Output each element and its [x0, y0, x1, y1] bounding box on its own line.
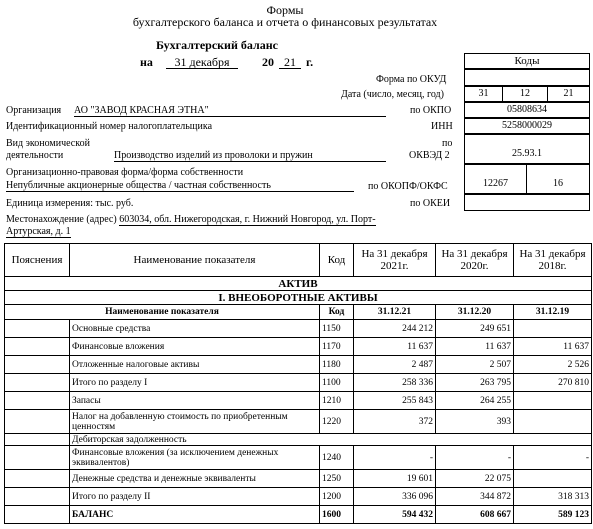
row-value-2019	[514, 410, 592, 434]
location-value-2: Артурская, д. 1	[6, 226, 71, 237]
row-value-2019: 318 313	[514, 488, 592, 506]
date-day-code: 31	[464, 86, 503, 102]
org-label: Организация	[6, 105, 62, 116]
date-year-code: 21	[547, 86, 590, 102]
sub-header-2021: 31.12.21	[354, 305, 436, 320]
table-row	[5, 392, 592, 410]
date-day-month: 31 декабря	[166, 55, 238, 69]
balance-title: Бухгалтерский баланс	[156, 38, 278, 52]
row-value-2021: 244 212	[354, 320, 436, 338]
row-label: Дебиторская задолженность	[70, 434, 592, 446]
date-year-prefix: 20	[262, 55, 274, 69]
section-noncurrent: I. ВНЕОБОРОТНЫЕ АКТИВЫ	[5, 291, 592, 305]
row-label: Итого по разделу II	[70, 488, 320, 506]
location-label: Местонахождение (адрес) 603034, обл. Нижегородская, г. Нижний Новгород, ул. Порт-	[6, 214, 376, 225]
row-value-2020: 11 637	[436, 338, 514, 356]
org-value: АО "ЗАВОД КРАСНАЯ ЭТНА"	[74, 105, 386, 117]
sub-header-code: Код	[320, 305, 354, 320]
table-row	[5, 338, 592, 356]
inn-value: 5258000029	[464, 118, 590, 134]
activity-value: Производство изделий из проволоки и пружин	[114, 150, 386, 162]
location-value-1: 603034, обл. Нижегородская, г. Нижний Новгород, ул. Порт-	[119, 214, 376, 225]
row-label: Основные средства	[70, 320, 320, 338]
row-code: 1170	[320, 338, 354, 356]
okopf-label: по ОКОПФ/ОКФС	[368, 181, 448, 192]
date-year-g: г.	[306, 55, 314, 69]
okved-value: 25.93.1	[464, 134, 590, 164]
sub-header-2020: 31.12.20	[436, 305, 514, 320]
row-value-2021: 594 432	[354, 506, 436, 524]
col-header-indicator: Наименование показателя	[70, 244, 320, 277]
row-label: Денежные средства и денежные эквиваленты	[70, 470, 320, 488]
section-noncurrent-row	[5, 291, 592, 305]
row-code: 1210	[320, 392, 354, 410]
okpo-value: 05808634	[464, 102, 590, 118]
row-value-2020: -	[436, 446, 514, 470]
okopf-value: 12267	[464, 164, 527, 194]
table-header-row	[5, 244, 592, 277]
table-row	[5, 434, 592, 446]
inn-code-label: ИНН	[431, 121, 453, 132]
section-assets: АКТИВ	[5, 277, 592, 291]
table-row	[5, 488, 592, 506]
row-label: Финансовые вложения	[70, 338, 320, 356]
row-label: Отложенные налоговые активы	[70, 356, 320, 374]
form-title-line1: Формы	[266, 3, 304, 17]
okei-value	[464, 194, 590, 211]
col-header-2020: На 31 декабря 2020г.	[436, 244, 514, 277]
table-row	[5, 446, 592, 470]
row-label: Итого по разделу I	[70, 374, 320, 392]
row-value-2020: 249 651	[436, 320, 514, 338]
row-value-2021: 2 487	[354, 356, 436, 374]
row-value-2021: 258 336	[354, 374, 436, 392]
col-header-2018: На 31 декабря 2018г.	[514, 244, 592, 277]
sub-header-indicator: Наименование показателя	[5, 305, 320, 320]
table-row-total	[5, 506, 592, 524]
table-row	[5, 374, 592, 392]
date-month-code: 12	[502, 86, 548, 102]
okud-value	[464, 69, 590, 86]
row-value-2020: 2 507	[436, 356, 514, 374]
col-header-2021: На 31 декабря 2021г.	[354, 244, 436, 277]
row-code: 1150	[320, 320, 354, 338]
col-header-code: Код	[320, 244, 354, 277]
row-value-2020: 263 795	[436, 374, 514, 392]
opf-label: Организационно-правовая форма/форма собственности	[6, 167, 244, 178]
okei-label: по ОКЕИ	[410, 198, 451, 209]
date-label: Дата (число, месяц, год)	[341, 89, 444, 100]
codes-header: Коды	[464, 53, 590, 69]
row-label: Запасы	[70, 392, 320, 410]
row-value-2019	[514, 470, 592, 488]
row-value-2020: 344 872	[436, 488, 514, 506]
sub-header-2019: 31.12.19	[514, 305, 592, 320]
table-row	[5, 470, 592, 488]
row-label: Налог на добавленную стоимость по приобретенным ценностям	[70, 410, 320, 434]
col-header-notes: Пояснения	[5, 244, 70, 277]
row-code: 1250	[320, 470, 354, 488]
inn-label: Идентификационный номер налогоплательщика	[6, 121, 213, 132]
table-row	[5, 410, 592, 434]
table-row	[5, 320, 592, 338]
table-row	[5, 356, 592, 374]
form-title-line2: бухгалтерского баланса и отчета о финансовых результатах	[132, 15, 438, 29]
okpo-label: по ОКПО	[410, 105, 452, 116]
row-code: 1200	[320, 488, 354, 506]
row-value-2021: -	[354, 446, 436, 470]
row-code: 1240	[320, 446, 354, 470]
sub-header-row	[5, 305, 592, 320]
row-code: 1220	[320, 410, 354, 434]
row-label: БАЛАНС	[70, 506, 320, 524]
row-value-2021: 19 601	[354, 470, 436, 488]
date-na: на	[140, 55, 153, 69]
okved-label: ОКВЭД 2	[409, 150, 450, 161]
row-value-2019: 11 637	[514, 338, 592, 356]
opf-value: Непубличные акционерные общества / частная собственность	[6, 180, 354, 192]
row-value-2020: 393	[436, 410, 514, 434]
okved-po: по	[442, 138, 453, 149]
unit-label: Единица измерения: тыс. руб.	[6, 198, 134, 209]
row-value-2019: -	[514, 446, 592, 470]
row-value-2021: 255 843	[354, 392, 436, 410]
section-assets-row	[5, 277, 592, 291]
row-value-2021: 372	[354, 410, 436, 434]
okud-label: Форма по ОКУД	[376, 74, 447, 85]
date-year-suffix: 21	[279, 55, 301, 69]
row-value-2019: 270 810	[514, 374, 592, 392]
row-value-2020: 608 667	[436, 506, 514, 524]
row-value-2019	[514, 392, 592, 410]
row-label: Финансовые вложения (за исключением денежных эквивалентов)	[70, 446, 320, 470]
row-value-2020: 22 075	[436, 470, 514, 488]
okfs-value: 16	[526, 164, 590, 194]
row-code: 1180	[320, 356, 354, 374]
row-code: 1600	[320, 506, 354, 524]
row-value-2019	[514, 320, 592, 338]
row-value-2021: 336 096	[354, 488, 436, 506]
activity-label-2: деятельности	[6, 150, 64, 161]
activity-label-1: Вид экономической	[6, 138, 90, 149]
row-value-2019: 589 123	[514, 506, 592, 524]
balance-table	[4, 243, 592, 524]
row-value-2021: 11 637	[354, 338, 436, 356]
row-code: 1100	[320, 374, 354, 392]
row-value-2020: 264 255	[436, 392, 514, 410]
row-value-2019: 2 526	[514, 356, 592, 374]
